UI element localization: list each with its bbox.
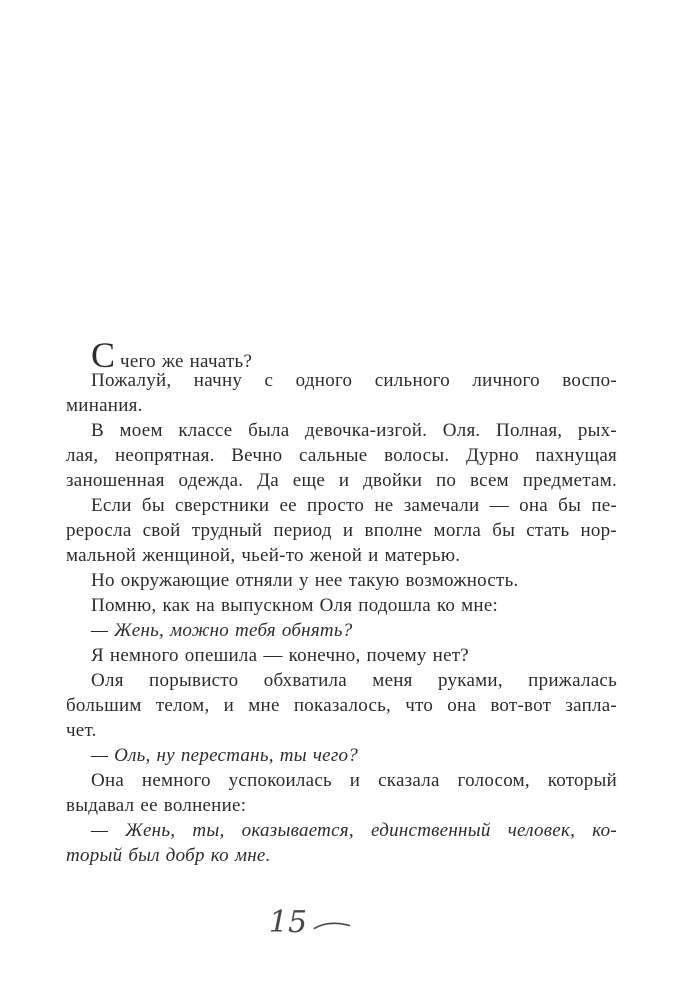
text-line: В моем классе была девочка-изгой. Оля. Полная, рых- [91,420,617,441]
text-line: торый был добр ко мне. [66,845,271,866]
text-line [66,335,617,375]
text-line: Пожалуй, начну с одного сильного личного воспо- [91,370,617,391]
text-line: выдавал ее волнение: [66,795,247,816]
page-footer [268,905,351,940]
text-line-content: чего же начать? [120,351,253,372]
text-line: Помню, как на выпускном Оля подошла ко мне: [91,595,499,616]
text-line: чет. [66,720,97,741]
text-line: мальной женщиной, чьей-то женой и матерью. [66,545,461,566]
text-line: — Жень, можно тебя обнять? [91,620,353,641]
drop-cap: С [91,335,116,375]
page-number: 15 [268,905,308,940]
text-line: большим телом, и мне показалось, что она вот-вот запла- [66,695,617,716]
text-line: Если бы сверстники ее просто не замечали — она бы пе- [91,495,617,516]
text-line: Я немного опешила — конечно, почему нет? [91,645,469,666]
text-line: реросла свой трудный период и вполне могла бы стать нор- [66,520,617,541]
text-line: заношенная одежда. Да еще и двойки по всем предметам. [66,470,617,491]
folio-dash-icon [313,919,351,933]
text-line: минания. [66,395,143,416]
text-line: — Оль, ну перестань, ты чего? [91,745,358,766]
text-line: — Жень, ты, оказывается, единственный человек, ко- [91,820,617,841]
page-text-block [66,335,617,868]
text-line: Но окружающие отняли у нее такую возможность. [91,570,519,591]
text-line: лая, неопрятная. Вечно сальные волосы. Дурно пахнущая [66,445,617,466]
text-line: Оля порывисто обхватила меня руками, прижалась [91,670,617,691]
text-line: Она немного успокоилась и сказала голосом, который [91,770,617,791]
